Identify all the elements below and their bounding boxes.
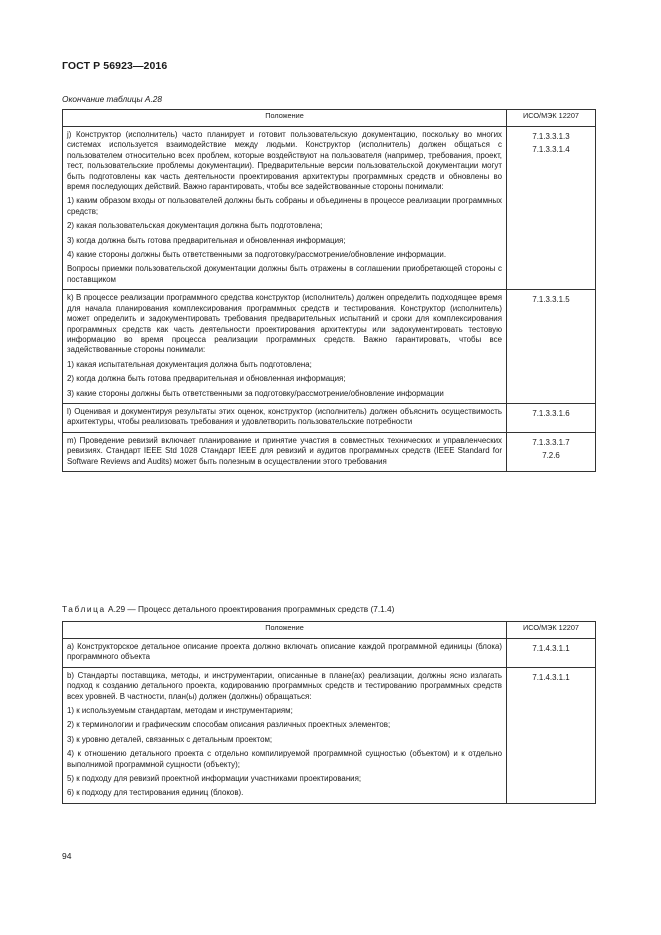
position-paragraph: 4) какие стороны должны быть ответственными за подготовку/рассмотрение/обновление информации. [67, 250, 447, 260]
position-paragraph: m) Проведение ревизий включает планирование и принятие участия в совместных технических и управленческих ревизиях. Стандарт IEEE Std 1028 Стандарт IEEE для ревизий и аудитов программных средств (IEEE Standard for Software Reviews and Audits) может быть полезным в осуществлении этого требования [67, 435, 502, 466]
position-paragraph: 5) к подходу для ревизий проектной информации участниками проектирования; [67, 774, 362, 784]
column-header-ref: ИСО/МЭК 12207 [507, 110, 596, 127]
table-row [63, 290, 596, 404]
position-paragraph: 6) к подходу для тестирования единиц (блоков). [67, 788, 244, 798]
position-paragraph: 3) к уровню деталей, связанных с детальным проектом; [67, 734, 273, 744]
clause-reference: 7.1.3.3.1.7 [532, 437, 570, 447]
position-paragraph: 4) к отношению детального проекта с отдельно компилируемой программной сущностью (объектом) и к отдельно выполнимой программной сущности (объекту); [67, 749, 502, 769]
position-cell [63, 290, 507, 404]
table-row [63, 667, 596, 803]
clause-reference: 7.1.4.3.1.1 [532, 644, 570, 653]
column-header-position: Положение [63, 622, 507, 639]
position-paragraph: k) В процессе реализации программного средства конструктор (исполнитель) должен определить подходящее время для начала планирования комплексирования программных средств и тестирования. Конструктор (исполнитель) может определить и задокументировать требования предварительных испытаний и сроки для комплексирования программных средств как часть деятельности проектирования архитектуры или задокументировать тестовую информацию во время процесса реализации программных средств. Важно гарантировать, чтобы все задействованные стороны понимали: [67, 293, 502, 355]
clause-reference: 7.2.6 [542, 450, 560, 460]
column-header-position: Положение [63, 110, 507, 127]
page-number: 94 [62, 851, 72, 861]
position-paragraph: 1) к используемым стандартам, методам и инструментариям; [67, 706, 293, 716]
position-cell [63, 403, 507, 432]
position-paragraph: l) Оценивая и документируя результаты этих оценок, конструктор (исполнитель) должен объяснить осуществимость архитектуры, чтобы реализовать требования и удовлетворить пользовательские потребности [67, 406, 502, 427]
table-a29-caption [62, 604, 394, 614]
table-header-row [63, 622, 596, 639]
clause-reference: 7.1.3.3.1.5 [532, 295, 570, 305]
reference-cell [507, 290, 596, 404]
position-cell [63, 432, 507, 471]
table-a28 [62, 109, 596, 472]
position-paragraph: 2) к терминологии и графическим способам описания различных проектных элементов; [67, 720, 391, 730]
table-row [63, 127, 596, 290]
position-paragraph: 3) какие стороны должны быть ответственными за подготовку/рассмотрение/обновление информации [67, 388, 444, 398]
position-paragraph: 3) когда должна быть готова предварительная и обновленная информация; [67, 235, 346, 245]
position-paragraph: j) Конструктор (исполнитель) часто планирует и готовит пользовательскую документацию, поскольку во многих системах используется взаимодействие между людьми. Конструктор (исполнитель) должен общаться с пользователем относительно всех проблем, которые воздействуют на пользователя (например, требования, проект, тест, пользовательские проблемы документации). Предварительные версии пользовательской документации могут быть подготовлены как часть деятельности проектирования архитектуры программных средств и обновлены во время последующих действий. Важно гарантировать, чтобы все задействованные стороны понимали: [67, 130, 502, 192]
table-row [63, 432, 596, 471]
reference-cell [507, 639, 596, 668]
clause-reference: 7.1.3.3.1.4 [532, 145, 570, 154]
table-row [63, 639, 596, 668]
table-row [63, 403, 596, 432]
position-paragraph: b) Стандарты поставщика, методы, и инструментарии, описанные в плане(ах) реализации, должны ясно излагать подход к созданию детального проекта, кодированию программных средств и тестированию программных средств всех уровней. В частности, план(ы) должен (должны) обращаться: [67, 670, 502, 701]
reference-cell [507, 127, 596, 290]
standard-designation: ГОСТ Р 56923—2016 [62, 60, 168, 72]
column-header-ref: ИСО/МЭК 12207 [507, 622, 596, 639]
table-a29-caption-prefix: Таблица [62, 604, 106, 614]
table-header-row [63, 110, 596, 127]
clause-reference: 7.1.3.3.1.6 [532, 408, 570, 418]
position-paragraph: 1) какая испытательная документация должна быть подготовлена; [67, 359, 312, 369]
table-a29-caption-title: А.29 — Процесс детального проектирования программных средств (7.1.4) [105, 604, 395, 614]
clause-reference: 7.1.3.3.1.3 [532, 132, 570, 141]
reference-cell [507, 667, 596, 803]
clause-reference: 7.1.4.3.1.1 [532, 672, 570, 682]
table-a29 [62, 621, 596, 804]
position-paragraph: Вопросы приемки пользовательской документации должны быть отражены в соглашении приобретающей стороны с поставщиком [67, 264, 502, 284]
position-paragraph: 2) какая пользовательская документация должна быть подготовлена; [67, 221, 323, 231]
table-a28-caption: Окончание таблицы А.28 [62, 94, 162, 104]
position-cell [63, 639, 507, 668]
position-paragraph: 1) каким образом входы от пользователей должны быть собраны и объединены в процессе реализации программных средств; [67, 196, 502, 216]
position-cell [63, 127, 507, 290]
reference-cell [507, 403, 596, 432]
position-cell [63, 667, 507, 803]
position-paragraph: 2) когда должна быть готова предварительная и обновленная информация; [67, 374, 346, 384]
position-paragraph: а) Конструкторское детальное описание проекта должно включать описание каждой программной единицы (блока) программного объекта [67, 642, 502, 662]
reference-cell [507, 432, 596, 471]
